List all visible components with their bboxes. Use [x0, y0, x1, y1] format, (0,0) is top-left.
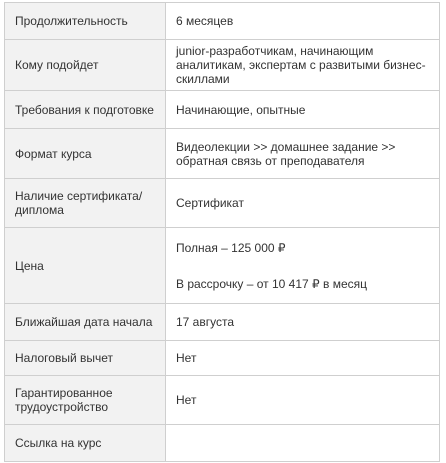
row-value: Сертификат [166, 179, 440, 228]
row-label: Цена [5, 228, 166, 304]
table-row [5, 228, 440, 304]
row-label: Гарантированное трудоустройство [5, 376, 166, 425]
course-info-table [4, 2, 440, 462]
table-row [5, 91, 440, 129]
row-label: Формат курса [5, 129, 166, 179]
table-row [5, 3, 440, 40]
table-row [5, 425, 440, 462]
row-value: junior-разработчикам, начинающим аналитикам, экспертам с развитыми бизнес-скиллами [166, 40, 440, 91]
row-label: Продолжительность [5, 3, 166, 40]
row-label: Налоговый вычет [5, 341, 166, 376]
row-label: Требования к подготовке [5, 91, 166, 129]
table-row [5, 40, 440, 91]
table-row [5, 179, 440, 228]
row-value: Нет [166, 376, 440, 425]
row-value: Видеолекции >> домашнее задание >> обратная связь от преподавателя [166, 129, 440, 179]
table-row [5, 129, 440, 179]
row-value: Начинающие, опытные [166, 91, 440, 129]
row-label: Кому подойдет [5, 40, 166, 91]
price-spacer [176, 255, 429, 277]
row-value: 6 месяцев [166, 3, 440, 40]
price-cell [166, 228, 440, 304]
row-value: 17 августа [166, 304, 440, 341]
course-info-table-container [4, 2, 440, 462]
price-installment: В рассрочку – от 10 417 ₽ в месяц [176, 276, 367, 291]
table-row [5, 341, 440, 376]
row-value: Нет [166, 341, 440, 376]
table-row [5, 376, 440, 425]
row-label: Ссылка на курс [5, 425, 166, 462]
table-row [5, 304, 440, 341]
course-link-cell[interactable] [166, 425, 440, 462]
row-label: Ближайшая дата начала [5, 304, 166, 341]
price-full: Полная – 125 000 ₽ [176, 240, 286, 255]
row-label: Наличие сертификата/ диплома [5, 179, 166, 228]
